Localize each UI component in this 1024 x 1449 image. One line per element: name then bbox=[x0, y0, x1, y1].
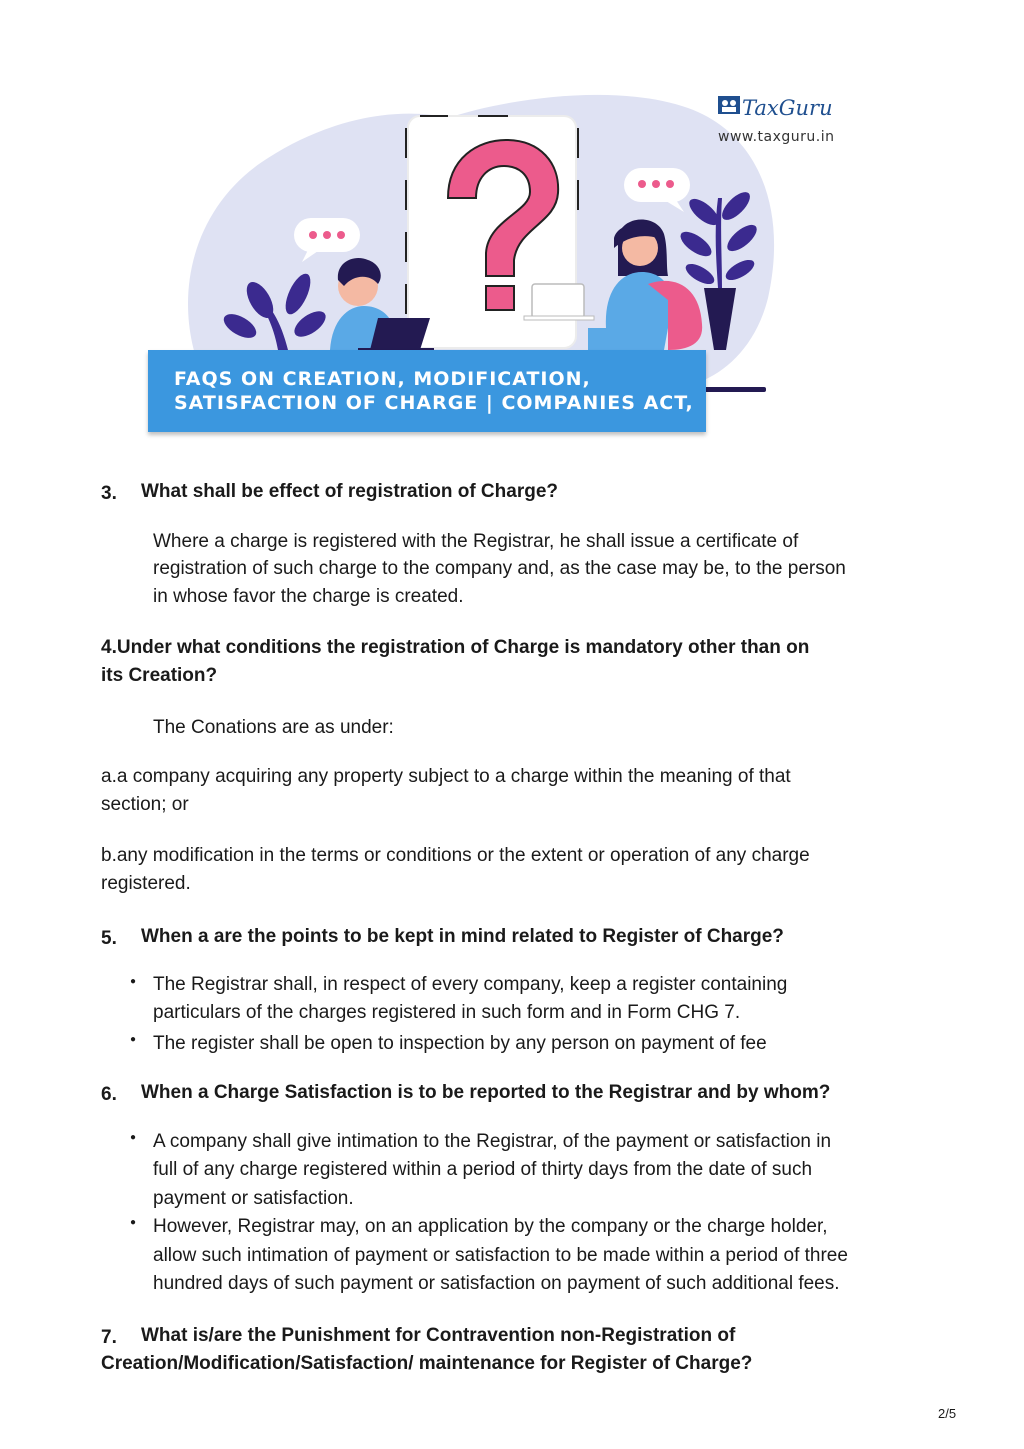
bullet-icon: ● bbox=[130, 1034, 137, 1045]
bullet-icon: ● bbox=[130, 976, 137, 987]
answer-line: b.any modification in the terms or conditions or the extent or operation of any charge bbox=[101, 845, 810, 866]
hero-illustration bbox=[148, 88, 854, 434]
question-title: What shall be effect of registration of Charge? bbox=[141, 481, 558, 502]
banner-title-line-2: SATISFACTION OF CHARGE | COMPANIES ACT, bbox=[174, 392, 694, 414]
question-title: What is/are the Punishment for Contravention non-Registration of bbox=[141, 1325, 736, 1346]
answer-line: in whose favor the charge is created. bbox=[153, 586, 464, 607]
question-title: When a are the points to be kept in mind related to Register of Charge? bbox=[141, 926, 784, 947]
answer-line: section; or bbox=[101, 794, 189, 815]
answer-line: Where a charge is registered with the Registrar, he shall issue a certificate of bbox=[153, 531, 799, 552]
answer-line: registered. bbox=[101, 873, 191, 894]
bullet-text: full of any charge registered within a period of thirty days from the date of such bbox=[153, 1159, 813, 1180]
banner-title-line-1: FAQS ON CREATION, MODIFICATION, bbox=[174, 368, 591, 390]
bullet-text: payment or satisfaction. bbox=[153, 1188, 354, 1209]
question-number: 6. bbox=[101, 1084, 117, 1105]
question-title: When a Charge Satisfaction is to be reported to the Registrar and by whom? bbox=[141, 1082, 831, 1103]
brand-name: TaxGuru bbox=[742, 96, 833, 120]
taxguru-logo-icon bbox=[718, 96, 740, 114]
question-number: 5. bbox=[101, 928, 117, 949]
bullet-text: hundred days of such payment or satisfaction on payment of such additional fees. bbox=[153, 1273, 840, 1294]
bullet-text: However, Registrar may, on an application by the company or the charge holder, bbox=[153, 1216, 828, 1237]
question-title: 4.Under what conditions the registration of Charge is mandatory other than on bbox=[101, 637, 810, 658]
question-title: its Creation? bbox=[101, 665, 218, 686]
question-title: Creation/Modification/Satisfaction/ maintenance for Register of Charge? bbox=[101, 1353, 753, 1374]
brand-url: www.taxguru.in bbox=[718, 129, 835, 145]
bullet-icon: ● bbox=[130, 1217, 137, 1228]
question-number: 3. bbox=[101, 483, 117, 504]
answer-line: registration of such charge to the company and, as the case may be, to the person bbox=[153, 558, 846, 579]
question-number: 7. bbox=[101, 1327, 117, 1348]
page-number: 2/5 bbox=[938, 1406, 957, 1421]
bullet-icon: ● bbox=[130, 1132, 137, 1143]
bullet-text: particulars of the charges registered in such form and in Form CHG 7. bbox=[153, 1002, 741, 1023]
answer-intro: The Conations are as under: bbox=[153, 717, 394, 738]
bullet-text: A company shall give intimation to the Registrar, of the payment or satisfaction in bbox=[153, 1131, 832, 1152]
bullet-text: The Registrar shall, in respect of every company, keep a register containing bbox=[153, 974, 788, 995]
laptop-icon bbox=[524, 284, 594, 320]
hero-banner bbox=[148, 350, 706, 432]
bullet-text: allow such intimation of payment or satisfaction to be made within a period of three bbox=[153, 1245, 848, 1266]
answer-line: a.a company acquiring any property subject to a charge within the meaning of that bbox=[101, 766, 791, 787]
bullet-text: The register shall be open to inspection by any person on payment of fee bbox=[153, 1033, 767, 1054]
